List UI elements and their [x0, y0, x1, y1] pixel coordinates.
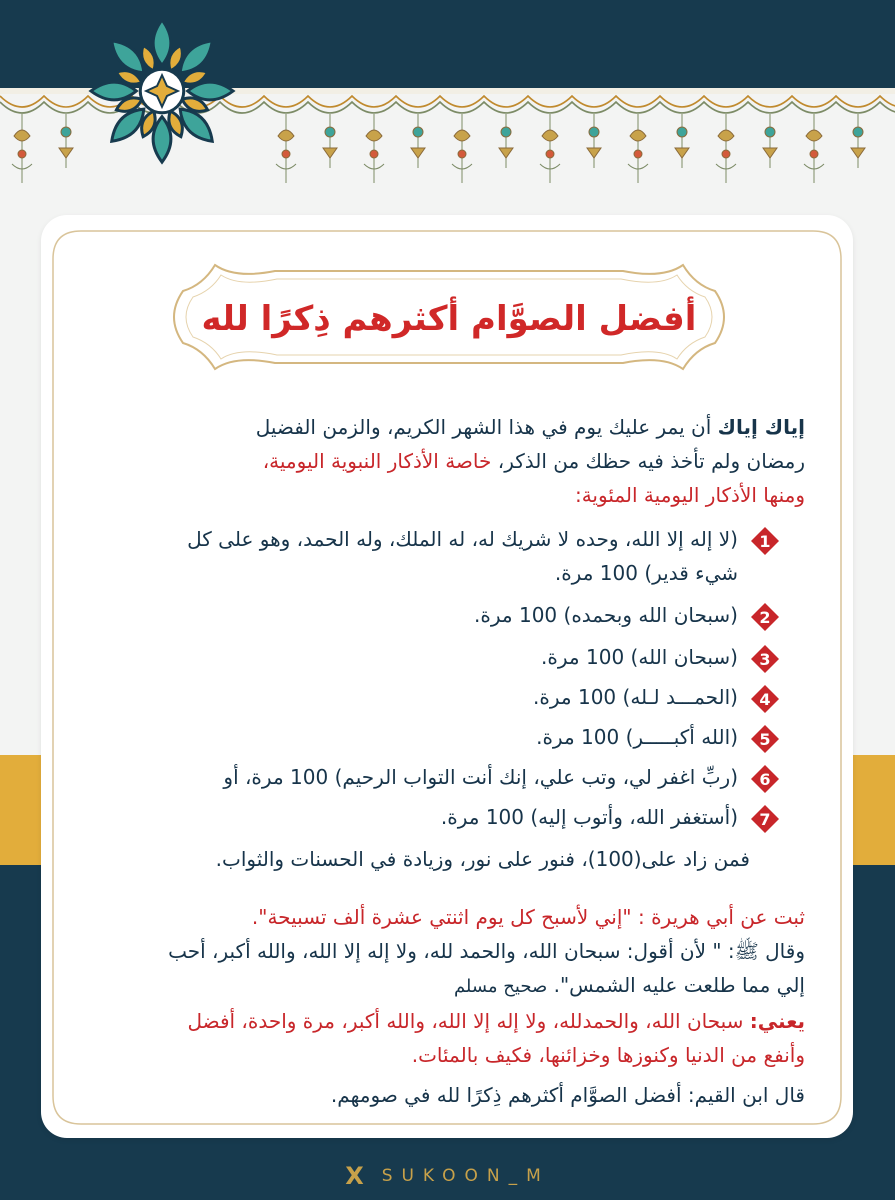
number-badge-icon [750, 602, 780, 632]
intro-paragraph [100, 410, 805, 512]
item-line: (الله أكبـــــر) 100 مرة. [536, 725, 738, 749]
intro-line2-plain: رمضان ولم تأخذ فيه حظك من الذكر، [491, 449, 805, 473]
list-item [95, 800, 790, 834]
social-handle: SUKOON_M [381, 1166, 550, 1186]
number-badge-icon [750, 764, 780, 794]
hadith-line4-lead: يعني: [749, 1009, 805, 1033]
intro-line-3: ومنها الأذكار اليومية المئوية: [574, 483, 805, 507]
hadith-source: صحيح مسلم [453, 976, 548, 997]
number-badge-text: 7 [759, 810, 771, 829]
page-title: أفضل الصوَّام أكثرهم ذِكرًا لله [201, 299, 697, 339]
intro-line-1 [100, 410, 805, 444]
intro-line1-rest: أن يمر عليك يوم في هذا الشهر الكريم، والزمن الفضيل [255, 415, 718, 439]
footer [0, 1156, 895, 1196]
intro-lead: إياك إياك [717, 415, 805, 439]
list-item [95, 680, 790, 714]
list-item [95, 640, 790, 674]
intro-line-2 [100, 444, 805, 478]
number-badge-text: 2 [759, 608, 771, 627]
hadith-line-2: وقال ﷺ: " لأن أقول: سبحان الله، والحمد لله، ولا إله إلا الله، والله أكبر، أحب [168, 939, 805, 963]
item-line: (سبحان الله وبحمده) 100 مرة. [474, 603, 738, 627]
list-item [95, 720, 790, 754]
gold-band-right [853, 755, 895, 865]
list-item [95, 598, 790, 632]
intro-line2-highlight: خاصة الأذكار النبوية اليومية، [262, 449, 492, 473]
hadith-line-3 [95, 968, 805, 1004]
number-badge-icon [750, 684, 780, 714]
item-line: شيء قدير) 100 مرة. [554, 561, 738, 585]
hadith-line-5: وأنفع من الدنيا وكنوزها وخزائنها، فكيف بالمئات. [411, 1043, 805, 1067]
number-badge-text: 1 [759, 532, 771, 551]
number-badge-text: 5 [759, 730, 771, 749]
hadith-line4-rest: سبحان الله، والحمدلله، ولا إله إلا الله، والله أكبر، مرة واحدة، أفضل [187, 1009, 750, 1033]
list-item [95, 522, 790, 592]
hadith-line-1: ثبت عن أبي هريرة : "إني لأسبح كل يوم اثنتي عشرة ألف تسبيحة". [251, 905, 805, 929]
number-badge-icon [750, 724, 780, 754]
x-logo-icon: X [345, 1162, 364, 1190]
item-line: (ربِّ اغفر لي، وتب علي، إنك أنت التواب الرحيم) 100 مرة، أو [223, 765, 738, 789]
hadith-line3-text: إلي مما طلعت عليه الشمس". [547, 973, 805, 997]
rosette-ornament-icon [83, 12, 241, 170]
number-badge-text: 4 [759, 690, 771, 709]
hadith-line-6: قال ابن القيم: أفضل الصوَّام أكثرهم ذِكرًا لله في صومهم. [330, 1083, 805, 1107]
hadith-paragraph [95, 900, 805, 1112]
item-line: (سبحان الله) 100 مرة. [541, 645, 738, 669]
number-badge-icon [750, 804, 780, 834]
gold-band-left [0, 755, 42, 865]
item-line: (لا إله إلا الله، وحده لا شريك له، له الملك، وله الحمد، وهو على كل [187, 527, 738, 551]
list-item [95, 760, 790, 794]
hadith-line-4 [95, 1004, 805, 1038]
item-line: (أستغفر الله، وأتوب إليه) 100 مرة. [440, 805, 738, 829]
number-badge-text: 6 [759, 770, 771, 789]
closing-line: فمن زاد على(100)، فنور على نور، وزيادة في الحسنات والثواب. [215, 847, 750, 871]
number-badge-icon [750, 526, 780, 556]
number-badge-icon [750, 644, 780, 674]
number-badge-text: 3 [759, 650, 771, 669]
item-line: (الحمـــد لـله) 100 مرة. [533, 685, 738, 709]
